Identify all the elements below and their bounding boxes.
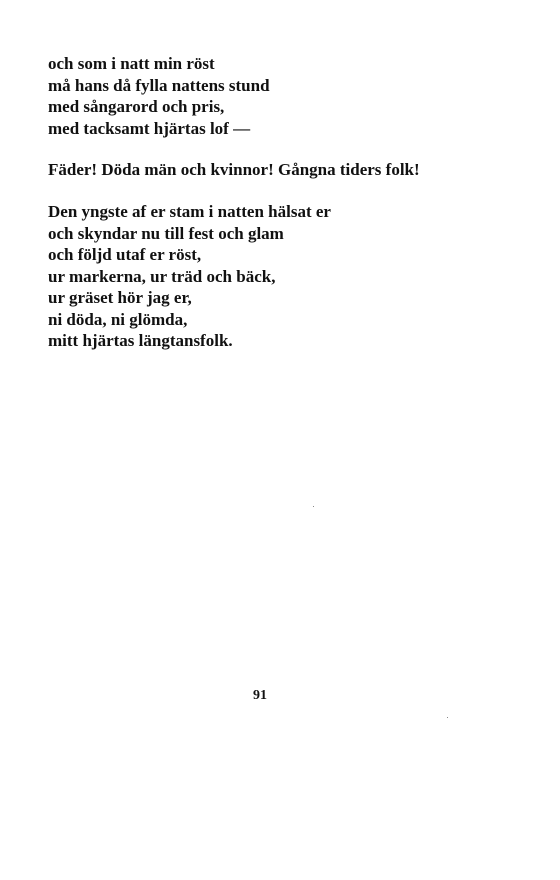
stanza-2 <box>48 159 420 181</box>
poem-line: ur gräset hör jag er, <box>48 288 192 307</box>
poem-line: Fäder! Döda män och kvinnor! Gångna tiders folk! <box>48 160 420 179</box>
poem-line: ur markerna, ur träd och bäck, <box>48 266 276 286</box>
scan-speck <box>447 717 448 718</box>
poem-line: ni döda, ni glömda, <box>48 309 188 329</box>
stanza-3 <box>48 201 331 352</box>
page-number: 91 <box>253 688 267 703</box>
poem-line: och följd utaf er röst, <box>48 245 202 264</box>
poem-line: Den yngste af er stam i natten hälsat er <box>48 202 331 221</box>
poem-line: mitt hjärtas längtansfolk. <box>48 331 233 350</box>
poem-line: och som i natt min röst <box>48 54 215 73</box>
poem-line: med sångarord och pris, <box>48 97 225 116</box>
scan-speck <box>313 506 314 507</box>
poem-line: och skyndar nu till fest och glam <box>48 223 284 243</box>
poem-line: må hans då fylla nattens stund <box>48 75 270 95</box>
poem-line: med tacksamt hjärtas lof — <box>48 118 251 138</box>
stanza-1 <box>48 53 270 139</box>
